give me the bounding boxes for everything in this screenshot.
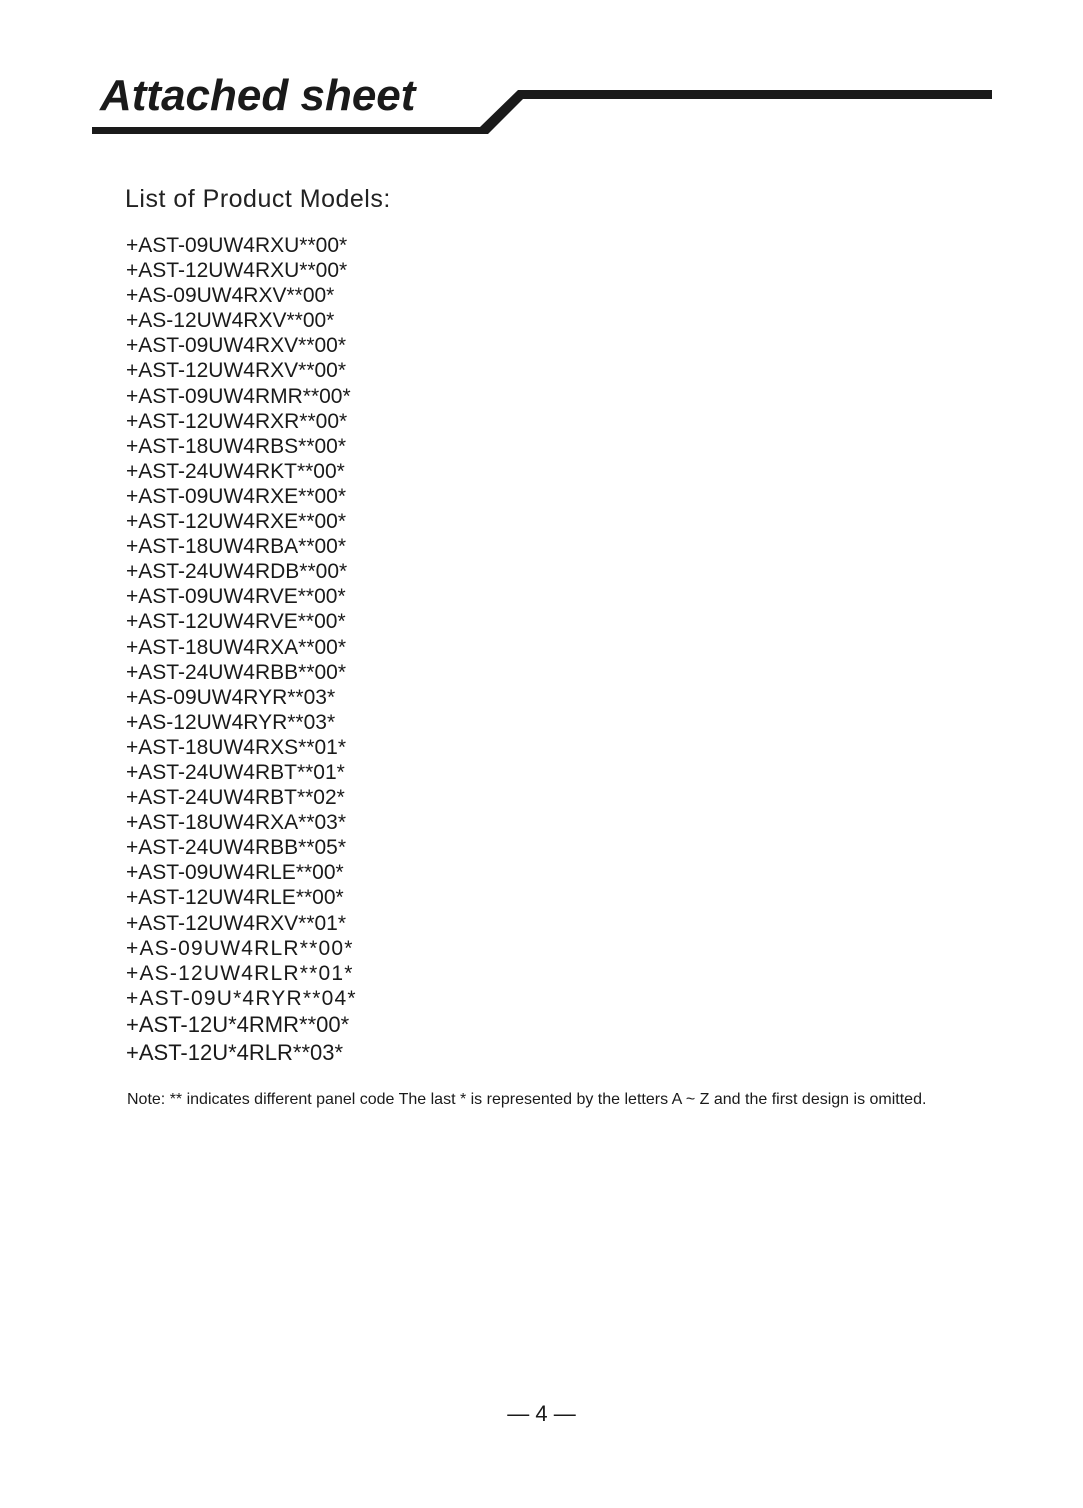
model-item: +AST-24UW4RBB**05* [126,836,347,860]
model-item: +AST-18UW4RXA**03* [126,811,347,835]
model-item: +AST-18UW4RBS**00* [126,434,347,458]
model-item: +AST-24UW4RBT**02* [126,786,345,810]
model-item: +AST-12UW4RLE**00* [126,886,344,910]
model-item: +AST-12UW4RXU**00* [126,259,348,283]
model-item: +AS-09UW4RYR**03* [126,685,336,709]
model-item: +AST-12UW4RXV**00* [126,359,347,383]
model-item: +AS-09UW4RLR**00* [126,936,354,960]
model-item: +AST-09UW4RMR**00* [126,384,351,408]
model-item: +AS-12UW4RLR**01* [126,961,354,985]
model-item: +AST-24UW4RKT**00* [126,459,345,483]
model-item: +AST-18UW4RXS**01* [126,735,347,759]
footnote: Note: ** indicates different panel code The last * is represented by the letters A ~ Z and the first design is omitted. [127,1091,927,1108]
model-item: +AST-12UW4RXE**00* [126,510,347,534]
model-item: +AST-09UW4RXV**00* [126,334,347,358]
model-item: +AST-12UW4RVE**00* [126,610,346,634]
model-item: +AST-09UW4RLE**00* [126,861,344,885]
model-item: +AST-24UW4RBT**01* [126,760,345,784]
product-model-list [126,233,357,1067]
model-item: +AST-12UW4RXV**01* [126,911,347,935]
model-item: +AST-12UW4RXR**00* [126,409,348,433]
model-item: +AST-12U*4RLR**03* [126,1039,344,1065]
model-item: +AST-24UW4RDB**00* [126,560,348,584]
section-heading: List of Product Models: [125,185,391,213]
model-item: +AST-09UW4RXU**00* [126,234,348,257]
model-item: +AST-09U*4RYR**04* [126,986,357,1010]
page-number: — 4 — [507,1401,576,1426]
model-item: +AS-12UW4RYR**03* [126,710,336,734]
model-item: +AST-18UW4RBA**00* [126,535,347,559]
model-item: +AST-09UW4RVE**00* [126,585,346,609]
model-item: +AST-09UW4RXE**00* [126,484,347,508]
model-item: +AS-09UW4RXV**00* [126,284,335,308]
page-title: Attached sheet [100,71,416,120]
model-item: +AS-12UW4RXV**00* [126,309,335,333]
model-item: +AST-12U*4RMR**00* [126,1011,350,1037]
model-item: +AST-24UW4RBB**00* [126,660,347,684]
model-item: +AST-18UW4RXA**00* [126,635,347,659]
